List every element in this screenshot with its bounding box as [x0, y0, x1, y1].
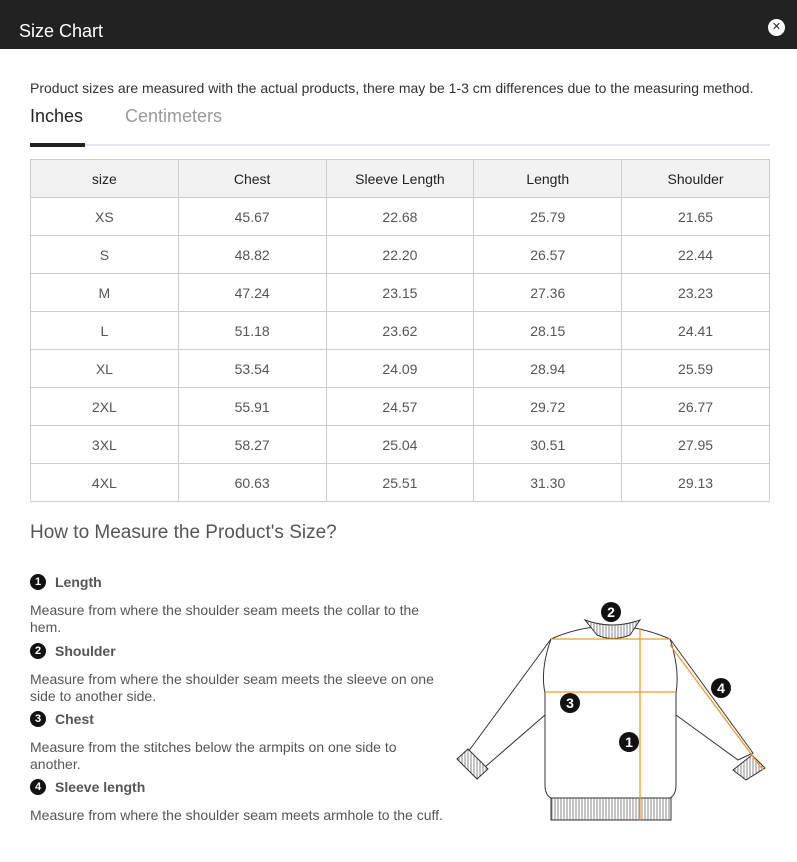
table-cell-sleeve-length: 22.20 [326, 236, 474, 274]
table-cell-size: XS [31, 198, 179, 236]
table-cell-length: 29.72 [474, 388, 622, 426]
table-cell-sleeve-length: 23.15 [326, 274, 474, 312]
table-cell-shoulder: 23.23 [622, 274, 770, 312]
table-cell-sleeve-length: 25.51 [326, 464, 474, 502]
table-cell-sleeve-length: 25.04 [326, 426, 474, 464]
step-name: Chest [55, 711, 94, 727]
table-row [31, 312, 770, 350]
table-cell-length: 26.57 [474, 236, 622, 274]
table-row [31, 426, 770, 464]
table-cell-chest: 55.91 [178, 388, 326, 426]
active-tab-indicator [30, 143, 85, 147]
table-cell-length: 28.15 [474, 312, 622, 350]
table-cell-shoulder: 29.13 [622, 464, 770, 502]
table-cell-sleeve-length: 22.68 [326, 198, 474, 236]
header-length: Length [474, 160, 622, 198]
table-cell-size: 2XL [31, 388, 179, 426]
table-cell-length: 28.94 [474, 350, 622, 388]
table-cell-shoulder: 25.59 [622, 350, 770, 388]
table-cell-chest: 58.27 [178, 426, 326, 464]
svg-text:4: 4 [717, 680, 725, 696]
table-cell-sleeve-length: 24.09 [326, 350, 474, 388]
number-2-icon: 2 [30, 643, 46, 659]
modal-title: Size Chart [19, 21, 104, 41]
table-cell-size: L [31, 312, 179, 350]
table-cell-length: 25.79 [474, 198, 622, 236]
table-cell-chest: 48.82 [178, 236, 326, 274]
number-1-icon: 1 [30, 574, 46, 590]
svg-text:1: 1 [625, 734, 633, 750]
table-cell-size: 4XL [31, 464, 179, 502]
table-cell-length: 31.30 [474, 464, 622, 502]
table-row [31, 198, 770, 236]
table-cell-chest: 60.63 [178, 464, 326, 502]
header-sleeve-length: Sleeve Length [326, 160, 474, 198]
tab-centimeters[interactable]: Centimeters [125, 106, 223, 126]
step-chest [30, 711, 450, 773]
table-row [31, 464, 770, 502]
close-icon[interactable]: ✕ [768, 19, 785, 36]
table-cell-size: XL [31, 350, 179, 388]
header-size: size [31, 160, 179, 198]
step-desc: Measure from where the shoulder seam meets the sleeve on one side to another side. [30, 671, 434, 704]
table-cell-shoulder: 21.65 [622, 198, 770, 236]
step-name: Shoulder [55, 643, 116, 659]
step-length [30, 574, 450, 636]
modal-header [0, 0, 797, 49]
step-sleeve-length [30, 779, 470, 824]
table-cell-shoulder: 24.41 [622, 312, 770, 350]
table-cell-length: 30.51 [474, 426, 622, 464]
step-name: Length [55, 574, 102, 590]
table-cell-size: M [31, 274, 179, 312]
table-cell-chest: 51.18 [178, 312, 326, 350]
table-cell-chest: 53.54 [178, 350, 326, 388]
table-cell-size: 3XL [31, 426, 179, 464]
table-row [31, 350, 770, 388]
table-cell-shoulder: 27.95 [622, 426, 770, 464]
table-row [31, 274, 770, 312]
table-cell-length: 27.36 [474, 274, 622, 312]
table-row [31, 236, 770, 274]
header-shoulder: Shoulder [622, 160, 770, 198]
number-3-icon: 3 [30, 711, 46, 727]
table-cell-chest: 45.67 [178, 198, 326, 236]
number-4-icon: 4 [30, 779, 46, 795]
step-desc: Measure from where the shoulder seam meets the collar to the hem. [30, 602, 420, 635]
unit-tabs [30, 104, 770, 146]
step-desc: Measure from the stitches below the armpits on one side to another. [30, 739, 397, 772]
step-desc: Measure from where the shoulder seam meets armhole to the cuff. [30, 807, 443, 823]
table-cell-shoulder: 26.77 [622, 388, 770, 426]
table-cell-chest: 47.24 [178, 274, 326, 312]
sweater-measurement-diagram [440, 590, 780, 830]
step-name: Sleeve length [55, 779, 146, 795]
size-table [30, 159, 770, 502]
table-row [31, 388, 770, 426]
how-to-measure-title: How to Measure the Product's Size? [30, 522, 337, 543]
tab-inches[interactable]: Inches [30, 106, 84, 126]
step-shoulder [30, 643, 450, 705]
svg-text:3: 3 [566, 695, 574, 711]
table-cell-sleeve-length: 24.57 [326, 388, 474, 426]
table-header-row [31, 160, 770, 198]
svg-text:2: 2 [607, 604, 615, 620]
table-cell-size: S [31, 236, 179, 274]
measurement-note: Product sizes are measured with the actual products, there may be 1-3 cm differences due to the measuring method. [30, 80, 754, 96]
table-cell-sleeve-length: 23.62 [326, 312, 474, 350]
table-cell-shoulder: 22.44 [622, 236, 770, 274]
header-chest: Chest [178, 160, 326, 198]
